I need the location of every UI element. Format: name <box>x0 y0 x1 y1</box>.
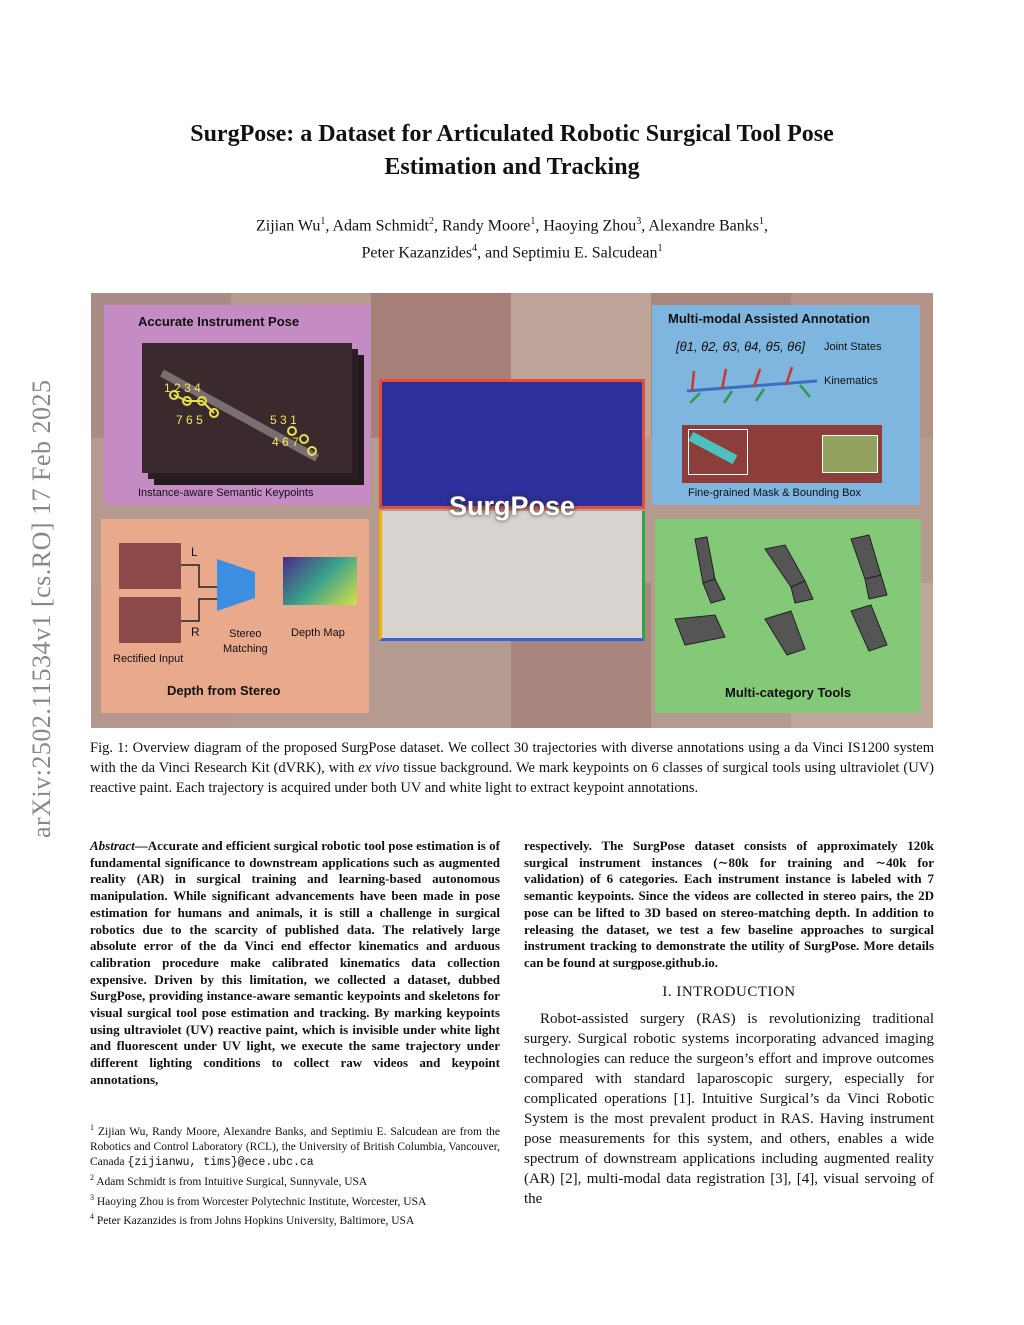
author-list <box>100 210 924 265</box>
keypoint-label: 5 <box>270 413 277 427</box>
tool-icons <box>655 519 921 689</box>
keypoint-label: 5 <box>196 413 203 427</box>
separator: , <box>764 217 769 235</box>
arxiv-identifier: arXiv:2502.11534v1 [cs.RO] 17 Feb 2025 <box>27 379 56 838</box>
keypoint-label: 4 <box>272 435 279 449</box>
footnote-3 <box>90 1190 500 1210</box>
author-line-1 <box>100 210 924 237</box>
abstract-dash: — <box>134 838 148 853</box>
author-name: Zijian Wu <box>255 217 321 235</box>
abstract-text-left: Accurate and efficient surgical robotic tool pose estimation is of fundamental significance to downstream applications such as augmented reality (AR) in surgical training and learning-based autonomous manipulation. While significant advancements have been made in pose estimation for humans and animals, it is still a challenge in surgical robotics due to the scarcity of published data. The relatively large absolute error of the da Vinci end effector kinematics and arduous calibration procedure make calibrated kinematics data collection expensive. Driven by this limitation, we collected a dataset, dubbed SurgPose, providing instance-aware semantic keypoints and skeletons for visual surgical tool pose estimation and tracking. By marking keypoints using ultraviolet (UV) reactive paint, which is invisible under white light and fluorescent under UV light, we execute the same trajectory under different lighting conditions to collect raw videos and keypoint annotations, <box>90 838 500 1087</box>
affiliation-mark: 3 <box>636 216 642 227</box>
figure-caption <box>90 738 934 798</box>
footnote-text: Peter Kazanzides is from Johns Hopkins University, Baltimore, USA <box>96 1215 415 1228</box>
overview-figure <box>91 293 933 728</box>
author-name: Adam Schmidt <box>332 217 429 235</box>
depth-map-image <box>283 557 357 605</box>
keypoint-label: 1 <box>290 413 297 427</box>
panel-caption: Instance-aware Semantic Keypoints <box>138 487 314 499</box>
abstract-label: Abstract <box>90 838 135 853</box>
left-column <box>90 838 500 1089</box>
keypoint-label: 3 <box>280 413 287 427</box>
footnote-mark: 3 <box>90 1192 94 1202</box>
author-name: Peter Kazanzides <box>361 244 473 262</box>
depth-map-label: Depth Map <box>291 627 345 639</box>
kinematics-label: Kinematics <box>824 375 878 387</box>
author-name: Randy Moore <box>441 217 531 235</box>
panel-title: Depth from Stereo <box>167 683 281 698</box>
panel-title: Multi-modal Assisted Annotation <box>668 311 870 326</box>
surgpose-center-label: SurgPose <box>448 491 576 521</box>
caption-italic: ex vivo <box>358 760 400 776</box>
separator: , <box>641 217 649 235</box>
footnote-mark: 2 <box>90 1172 94 1182</box>
affiliation-mark: 1 <box>320 216 326 227</box>
intro-paragraph: Robot-assisted surgery (RAS) is revolutionizing traditional surgery. Surgical robotic systems incorporating advanced imaging technologies can reduce the surgeon’s effort and improve outcomes compared with standard laparoscopic surgery, especially for complicated operations [1]. Intuitive Surgical’s da Vinci Robotic System is the most prevalent product in RAS. Having instrument pose measurements for this system, and others, enables a wide spectrum of downstream applications including augmented reality (AR) [2], multi-modal data registration [3], [4], visual servoing of the <box>524 1010 934 1207</box>
panel-depth-from-stereo <box>101 519 369 713</box>
affiliation-mark: 2 <box>428 216 434 227</box>
separator: , and <box>477 244 513 262</box>
panel-caption: Fine-grained Mask & Bounding Box <box>688 487 862 499</box>
joint-states-label: Joint States <box>824 341 882 353</box>
affiliation-mark: 1 <box>657 243 663 255</box>
footnotes <box>90 1120 500 1229</box>
separator: , <box>325 217 333 235</box>
panel-title: Multi-category Tools <box>725 685 852 700</box>
title-line-1: SurgPose: a Dataset for Articulated Robotic Surgical Tool Pose <box>190 121 834 147</box>
keypoint-labels-right-2 <box>272 435 299 449</box>
keypoint-overlay <box>142 343 352 473</box>
right-column <box>524 838 934 1209</box>
affiliation-mark: 4 <box>472 243 478 255</box>
footnote-4 <box>90 1209 500 1229</box>
left-label: L <box>191 545 198 559</box>
author-name: Alexandre Banks <box>648 217 760 235</box>
keypoint-label: 7 <box>176 413 183 427</box>
separator: , <box>535 217 544 235</box>
stereo-matching-label: Stereo Matching <box>223 628 268 655</box>
panel-multi-category-tools <box>655 519 921 713</box>
right-label: R <box>191 625 200 639</box>
footnote-mark: 1 <box>90 1123 94 1132</box>
keypoint-label: 2 <box>174 381 181 395</box>
right-stereo-image <box>119 597 181 643</box>
kinematics-frames-icon <box>682 363 822 407</box>
footnote-2 <box>90 1170 500 1190</box>
footnote-1 <box>90 1120 500 1170</box>
author-name: Haoying Zhou <box>543 217 637 235</box>
paper-title <box>100 118 924 184</box>
mask-image <box>682 425 882 483</box>
footnote-mark: 4 <box>90 1212 94 1222</box>
title-line-2: Estimation and Tracking <box>384 154 640 180</box>
abstract-right: respectively. The SurgPose dataset consists of approximately 120k surgical instrument instances (∼80k for training and ∼40k for validation) of 6 categories. Each instrument instance is labeled with 7 semantic keypoints. Since the videos are collected in stereo pairs, the 2D pose can be lifted to 3D based on stereo-matching depth. In addition to releasing the dataset, we test a few baseline approaches to surgical instrument tracking to demonstrate the utility of SurgPose. More details can be found at surgpose.github.io. <box>524 838 934 970</box>
keypoint-labels-left-2 <box>176 413 203 427</box>
abstract-left <box>90 838 500 1089</box>
keypoint-label: 6 <box>186 413 193 427</box>
caption-text-a: Overview diagram of the proposed SurgPose dataset. We collect 30 trajectories with diverse annotations using a da Vinci IS1200 system with the da Vinci Research Kit (dVRK), with <box>90 740 934 776</box>
white-light-image <box>379 511 645 641</box>
joint-vector: [θ1, θ2, θ3, θ4, θ5, θ6] <box>676 339 806 354</box>
section-heading: I. INTRODUCTION <box>662 983 796 1000</box>
keypoint-labels-left <box>164 381 201 395</box>
keypoint-image <box>142 343 352 473</box>
keypoint-labels-right <box>270 413 297 427</box>
footnote-email: {zijianwu, tims}@ece.ubc.ca <box>127 1155 314 1169</box>
author-line-2 <box>100 237 924 264</box>
separator: , <box>433 217 442 235</box>
affiliation-mark: 1 <box>759 216 765 227</box>
panel-title: Accurate Instrument Pose <box>138 314 300 329</box>
footnote-text: Haoying Zhou is from Worcester Polytechnic Institute, Worcester, USA <box>96 1195 427 1208</box>
uv-light-image <box>379 379 645 509</box>
left-stereo-image <box>119 543 181 589</box>
caption-prefix: Fig. 1: <box>90 740 133 756</box>
footnote-text: Zijian Wu, Randy Moore, Alexandre Banks, and Septimiu E. Salcudean are from the Robotics and Control Laboratory (RCL), the University of British Columbia, Vancouver, Canada <box>90 1125 501 1168</box>
affiliation-mark: 1 <box>530 216 536 227</box>
mask-overlay <box>822 435 878 473</box>
footnote-text: Adam Schmidt is from Intuitive Surgical, Sunnyvale, USA <box>96 1175 368 1188</box>
stereo-network-icon <box>217 559 255 611</box>
keypoint-label: 7 <box>292 435 299 449</box>
panel-multimodal-annotation <box>652 305 920 505</box>
keypoint-label: 1 <box>164 381 171 395</box>
author-name: Septimiu E. Salcudean <box>512 244 658 262</box>
keypoint-label: 3 <box>184 381 191 395</box>
rectified-input-label: Rectified Input <box>113 653 184 665</box>
keypoint-label: 4 <box>194 381 201 395</box>
caption-text-b: tissue background. We mark keypoints on 6 classes of surgical tools using ultraviolet (UV) reactive paint. Each trajectory is acquired under both UV and white light to extract keypoint annotations. <box>90 760 934 796</box>
panel-instrument-pose <box>104 305 370 505</box>
keypoint-label: 6 <box>282 435 289 449</box>
